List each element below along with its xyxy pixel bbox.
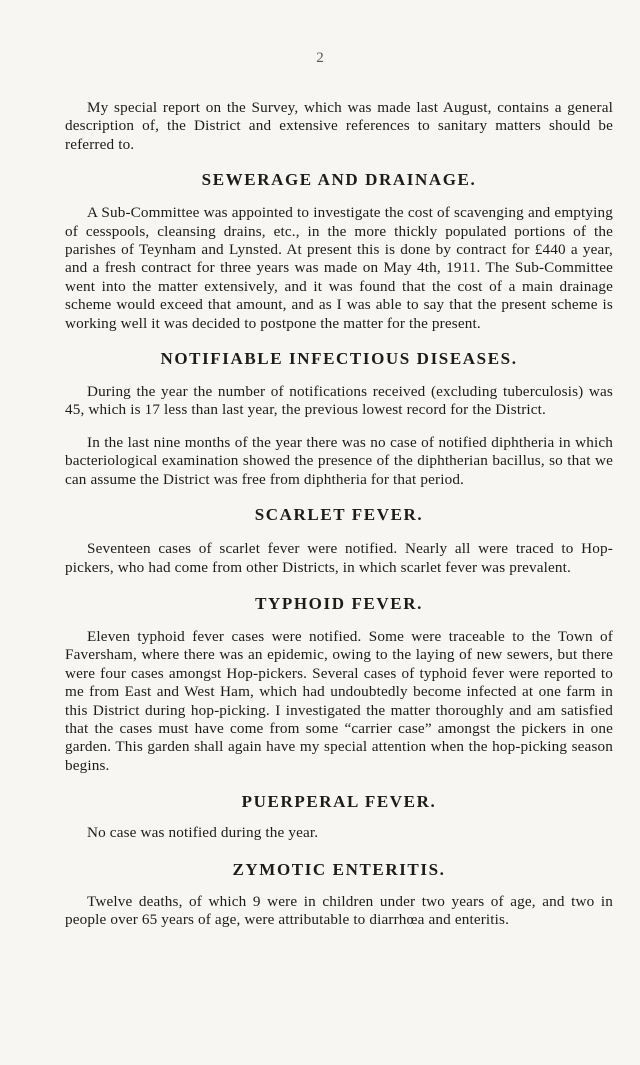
puerperal-fever-paragraph: No case was notified during the year. bbox=[87, 824, 319, 842]
zymotic-enteritis-paragraph: Twelve deaths, of which 9 were in children under two years of age, and two in people over 65 years of age, were attributable to diarrhœa and enteritis. bbox=[65, 892, 613, 928]
page-number: 2 bbox=[316, 50, 324, 66]
heading-puerperal-fever: PUERPERAL FEVER. bbox=[241, 792, 437, 812]
notifications-paragraph: During the year the number of notifications received (excluding tuberculosis) was 45, which is 17 less than last year, the previous lowest record for the District. bbox=[65, 383, 613, 419]
heading-sewerage-drainage: SEWERAGE AND DRAINAGE. bbox=[201, 170, 477, 190]
heading-zymotic-enteritis: ZYMOTIC ENTERITIS. bbox=[232, 859, 446, 879]
sewerage-paragraph: A Sub-Committee was appointed to investigate the cost of scavenging and emptying of cesspools, cleansing drains, etc., in the more thickly populated portions of the parishes of Teynham and Lynsted. At present this is done by contract for £440 a year, and a fresh contract for three years was made on May 4th, 1911. The Sub-Committee went into the matter extensively, and it was found that the cost of a main drainage scheme would exceed that amount, and as I was able to say that the present scheme is working well it was decided to postpone the matter for the present. bbox=[65, 204, 613, 332]
intro-paragraph: My special report on the Survey, which was made last August, contains a general description of, the District and extensive references to sanitary matters should be referred to. bbox=[65, 99, 613, 153]
report-body bbox=[65, 99, 613, 929]
scarlet-fever-paragraph: Seventeen cases of scarlet fever were notified. Nearly all were traced to Hop-pickers, who had come from other Districts, in which scarlet fever was prevalent. bbox=[65, 540, 613, 576]
typhoid-fever-paragraph: Eleven typhoid fever cases were notified. Some were traceable to the Town of Faversham, where there was an epidemic, owing to the laying of new sewers, but there were four cases amongst Hop-pickers. Several cases of typhoid fever were reported to me from East and West Ham, which had undoubtedly become infected at one farm in this District during hop-picking. I investigated the matter thoroughly and am satisfied that the cases must have come from some “carrier case” amongst the pickers in one garden. This garden shall again have my special attention when the hop-picking season begins. bbox=[65, 627, 613, 774]
heading-notifiable-diseases: NOTIFIABLE INFECTIOUS DISEASES. bbox=[160, 349, 518, 369]
heading-typhoid-fever: TYPHOID FEVER. bbox=[255, 593, 423, 613]
diphtheria-paragraph: In the last nine months of the year there was no case of notified diphtheria in which bacteriological examination showed the presence of the diphtherian bacillus, so that we can assume the District was free from diphtheria for that period. bbox=[65, 433, 613, 488]
heading-scarlet-fever: SCARLET FEVER. bbox=[254, 505, 424, 525]
